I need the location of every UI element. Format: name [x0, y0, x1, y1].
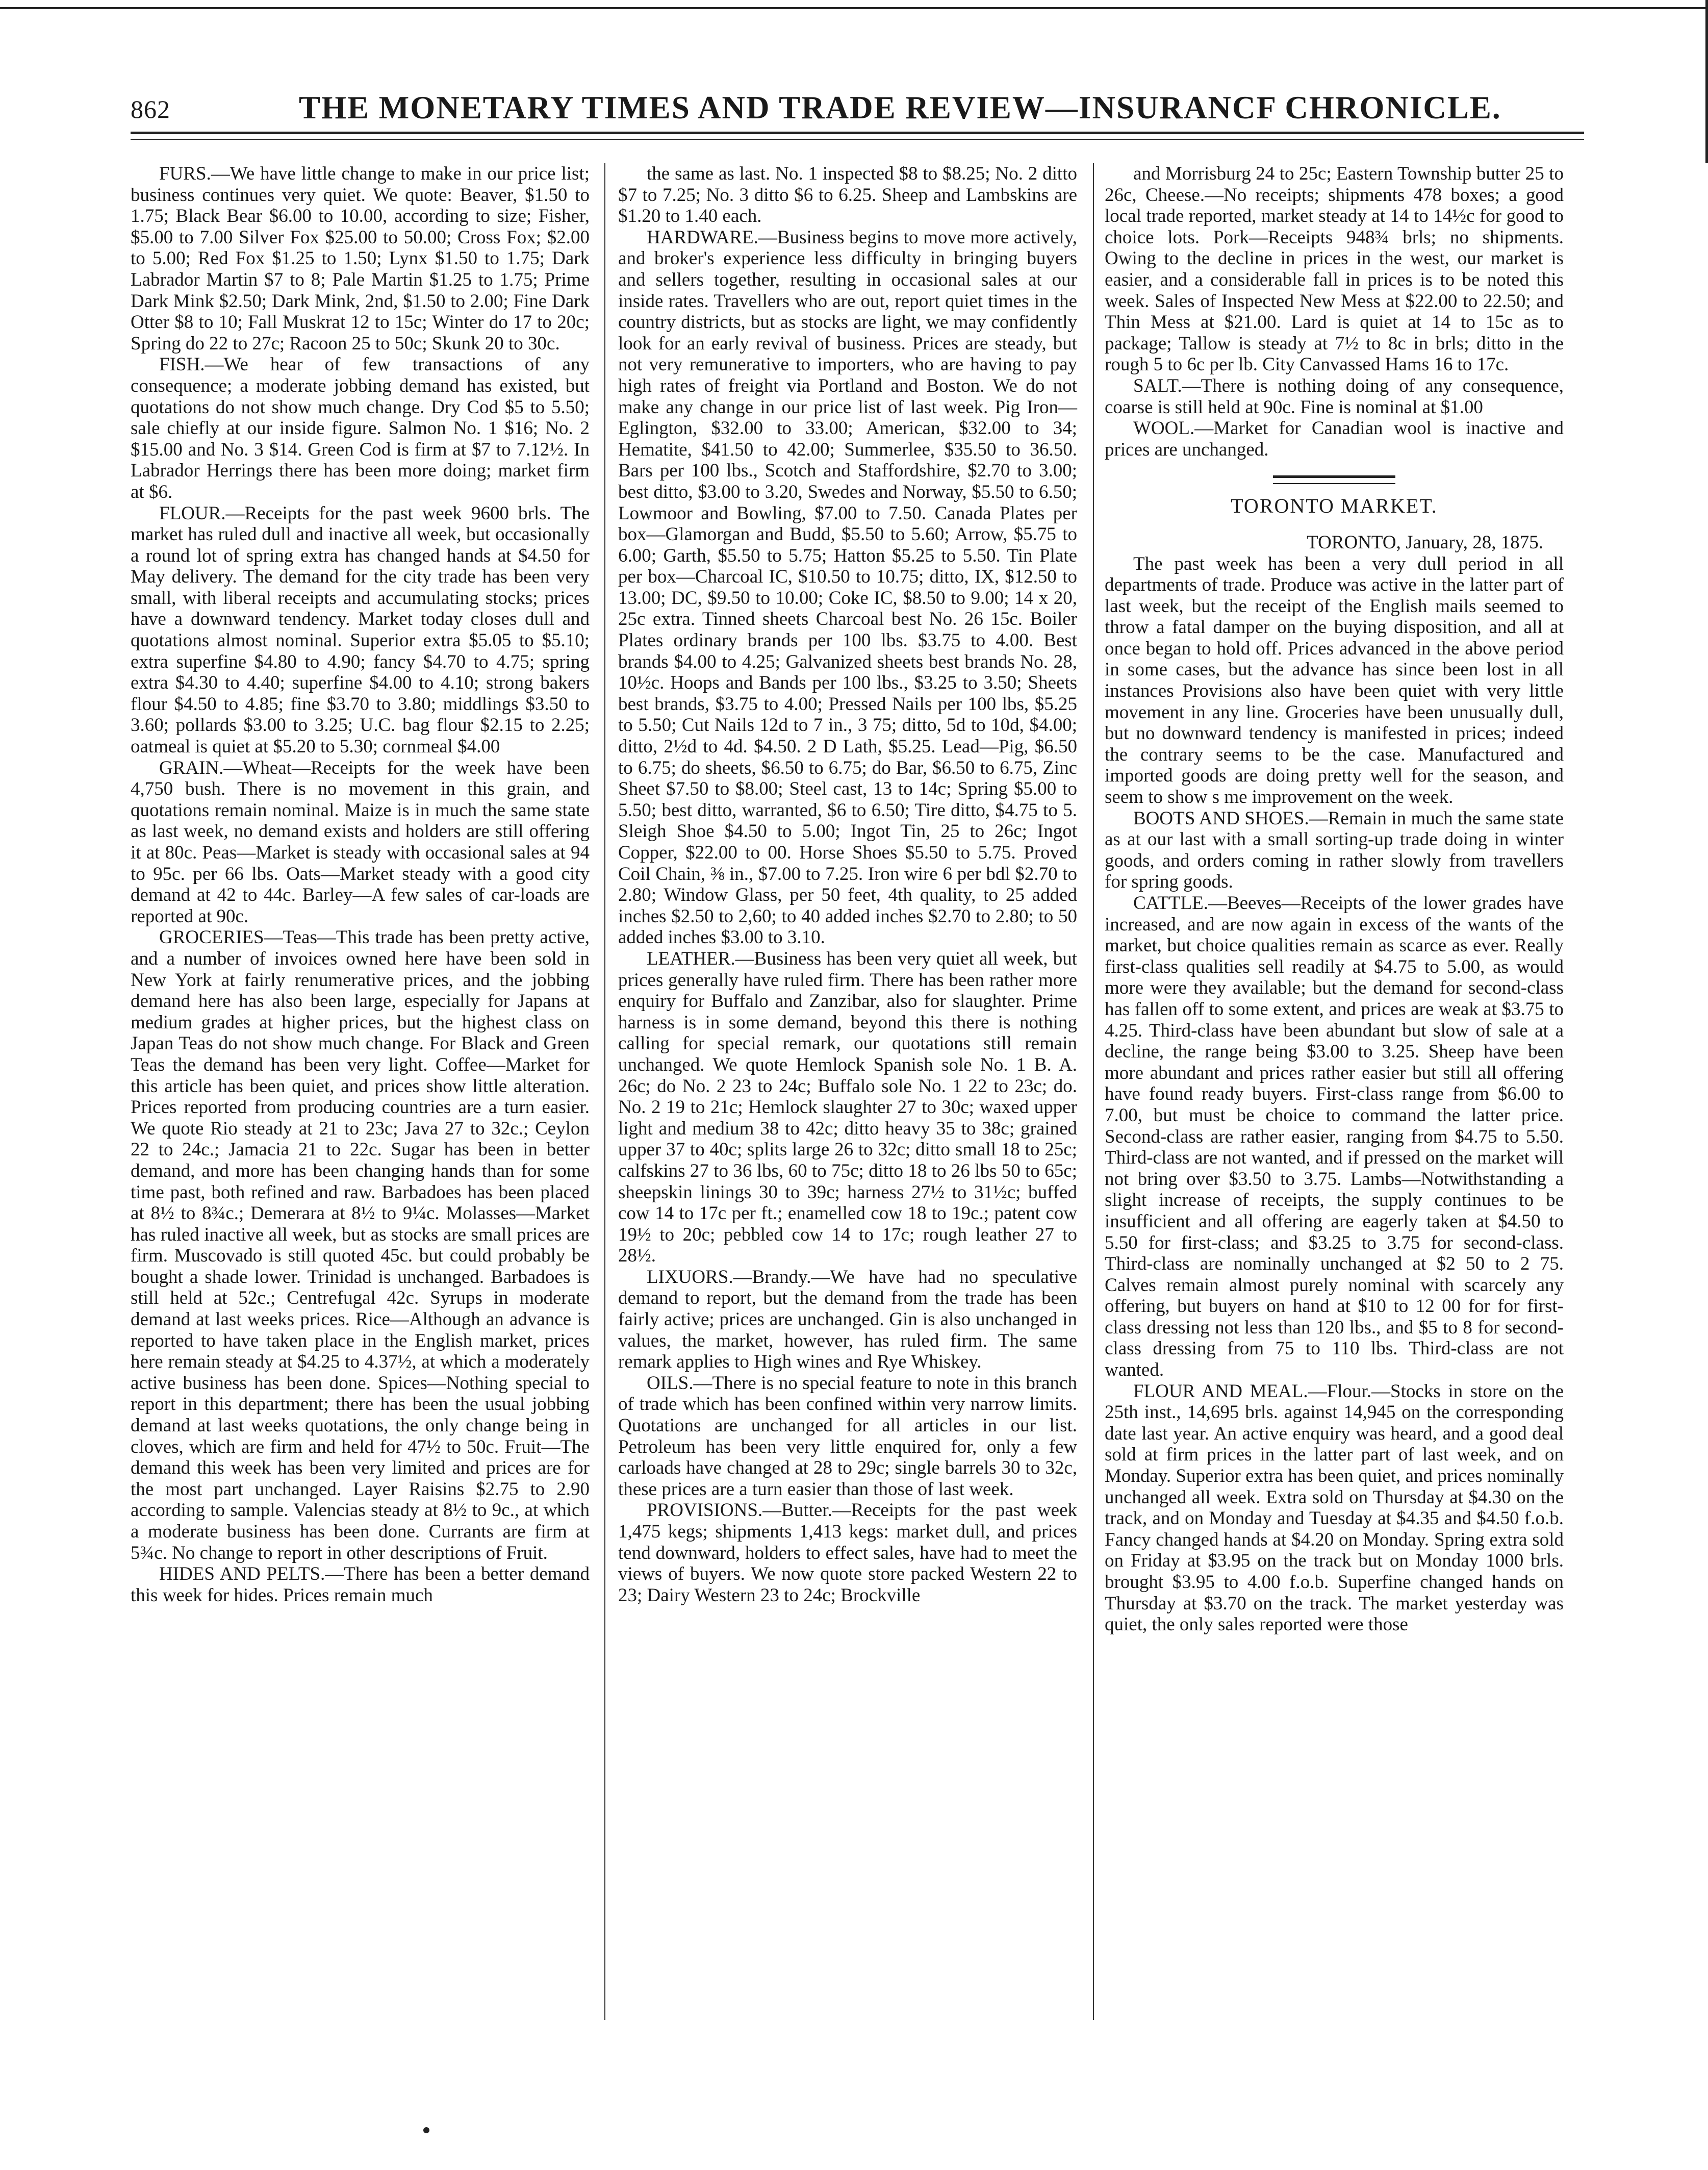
- dateline: TORONTO, January, 28, 1875.: [1307, 532, 1543, 553]
- page-header: [131, 89, 1584, 135]
- hides-paragraph: HIDES AND PELTS.—There has been a better demand this week for hides. Prices remain much: [131, 1563, 590, 1606]
- header-rule-thin: [131, 139, 1584, 140]
- provisions-paragraph: PROVISIONS.—Butter.—Receipts for the past week 1,475 kegs; shipments 1,413 kegs: market dull, and prices tend downward, holders to effect sales, have had to meet the views of buyers. We now quote store packed Western 22 to 23; Dairy Western 23 to 24c; Brockville: [618, 1500, 1077, 1606]
- column-divider: [1093, 163, 1094, 2020]
- hides-continued-paragraph: the same as last. No. 1 inspected $8 to $8.25; No. 2 ditto $7 to 7.25; No. 3 ditto $6 to 6.25. Sheep and Lambskins are $1.20 to 1.40 each.: [618, 163, 1077, 227]
- furs-paragraph: FURS.—We have little change to make in our price list; business continues very quiet. We quote: Beaver, $1.50 to 1.75; Black Bear $6.00 to 10.00, according to size; Fisher, $5.00 to 7.00 Silver Fox $25.00 to 50.00; Cross Fox; $2.00 to 5.00; Red Fox $1.25 to 1.50; Lynx $1.50 to 1.75; Dark Labrador Martin $7 to 8; Pale Martin $1.25 to 1.75; Prime Dark Mink $2.50; Dark Mink, 2nd, $1.50 to 2.00; Fine Dark Otter $8 to 10; Fall Muskrat 12 to 15c; Winter do 17 to 20c; Spring do 22 to 27c; Racoon 25 to 50c; Skunk 20 to 30c.: [131, 163, 590, 354]
- page-number: 862: [131, 95, 170, 123]
- hardware-paragraph: HARDWARE.—Business begins to move more actively, and broker's experience less difficulty in bringing buyers and sellers together, resulting in occasional sales at our inside rates. Travellers who are out, report quiet times in the country districts, but as stocks are light, we may confidently look for an early revival of business. Prices are steady, but not very remunerative to importers, who are having to pay high rates of freight via Portland and Boston. We do not make any change in our price list of last week. Pig Iron—Eglington, $32.00 to 33.00; American, $32.00 to 34; Hematite, $41.50 to 42.00; Summerlee, $35.50 to 36.50. Bars per 100 lbs., Scotch and Staffordshire, $2.70 to 3.00; best ditto, $3.00 to 3.20, Swedes and Norway, $5.50 to 6.50; Lowmoor and Bowling, $7.00 to 7.50. Canada Plates per box—Glamorgan and Budd, $5.50 to 5.60; Arrow, $5.75 to 6.00; Garth, $5.50 to 5.75; Hatton $5.25 to 5.50. Tin Plate per box—Charcoal IC, $10.50 to 10.75; ditto, IX, $12.50 to 13.00; DC, $9.50 to 10.00; Coke IC, $8.50 to 9.00; 14 x 20, 25c extra. Tinned sheets Charcoal best No. 26 15c. Boiler Plates ordinary brands per 100 lbs. $3.75 to 4.00. Best brands $4.00 to 4.25; Galvanized sheets best brands No. 28, 10½c. Hoops and Bands per 100 lbs., $3.25 to 3.50; Sheets best brands, $3.75 to 4.00; Pressed Nails per 100 lbs, $5.25 to 5.50; Cut Nails 12d to 7 in., 3 75; ditto, 5d to 10d, $4.00; ditto, 2½d to 4d. $4.50. 2 D Lath, $5.25. Lead—Pig, $6.50 to 6.75; do sheets, $6.50 to 6.75; do Bar, $6.50 to 6.75, Zinc Sheet $7.50 to $8.00; Steel cast, 13 to 14c; Spring $5.00 to 5.50; best ditto, warranted, $6 to 6.50; Tire ditto, $4.75 to 5. Sleigh Shoe $4.50 to 5.00; Ingot Tin, 25 to 26c; Ingot Copper, $22.00 to 00. Horse Shoes $5.50 to 5.75. Proved Coil Chain, ⅜ in., $7.00 to 7.25. Iron wire 6 per bdl $2.70 to 2.80; Window Glass, per 50 feet, 4th quality, to 25 added inches $2.50 to 2,60; to 40 added inches $2.70 to 2.80; to 50 added inches $3.00 to 3.10.: [618, 226, 1077, 948]
- column-divider: [604, 163, 605, 2020]
- leather-paragraph: LEATHER.—Business has been very quiet all week, but prices generally have ruled firm. There has been rather more enquiry for Buffalo and Zanzibar, also for slaughter. Prime harness is in some demand, beyond this there is nothing calling for special remark, our quotations still remain unchanged. We quote Hemlock Spanish sole No. 1 B. A. 26c; do No. 2 23 to 24c; Buffalo sole No. 1 22 to 23c; do. No. 2 19 to 21c; Hemlock slaughter 27 to 30c; waxed upper light and medium 38 to 42c; ditto heavy 35 to 38c; grained upper 37 to 40c; splits large 26 to 32c; ditto small 18 to 25c; calfskins 27 to 36 lbs, 60 to 75c; ditto 18 to 26 lbs 50 to 65c; sheepskin linings 30 to 39c; harness 27½ to 31½c; buffed cow 14 to 17c per ft.; enamelled cow 18 to 19c.; patent cow 19½ to 20c; pebbled cow 14 to 17c; rough leather 27 to 28½.: [618, 948, 1077, 1267]
- page-right-edge: [1705, 0, 1708, 163]
- column-2: [618, 163, 1077, 1606]
- liquors-paragraph: LIXUORS.—Brandy.—We have had no speculative demand to report, but the demand from the trade has been fairly active; prices are unchanged. Gin is also unchanged in values, the market, however, has ruled firm. The same remark applies to High wines and Rye Whiskey.: [618, 1266, 1077, 1373]
- header-rule-thick: [131, 132, 1584, 134]
- cattle-paragraph: CATTLE.—Beeves—Receipts of the lower grades have increased, and are now again in excess of the wants of the market, but choice qualities remain as scarce as ever. Really first-class qualities sell readily at $4.75 to 5.00, as would more were they available; but the demand for second-class has fallen off to some extent, and prices are weak at $3.75 to 4.25. Third-class have been abundant but slow of sale at a decline, the range being $3.00 to 3.25. Sheep have been more abundant and prices rather easier but still all offering have found ready buyers. First-class range from $6.00 to 7.00, but must be choice to command the latter price. Second-class are rather easier, ranging from $4.75 to 5.50. Third-class are not wanted, and if pressed on the market will not bring over $3.50 to 3.75. Lambs—Notwithstanding a slight increase of receipts, the supply continues to be insufficient and all offering are eagerly taken at $4.50 to 5.50 for first-class; and $3.25 to 3.75 for second-class. Third-class are nominally unchanged at $2 50 to 2 75. Calves remain almost purely nominal with scarcely any offering, but buyers on hand at $10 to 12 00 for for first-class dressing not less than 120 lbs., and $5 to 8 for second-class dressing from 75 to 110 lbs. Third-class are not wanted.: [1105, 893, 1564, 1381]
- salt-paragraph: SALT.—There is nothing doing of any consequence, coarse is still held at 90c. Fine is nominal at $1.00: [1105, 375, 1564, 418]
- grain-paragraph: GRAIN.—Wheat—Receipts for the week have been 4,750 bush. There is no movement in this grain, and quotations remain nominal. Maize is in much the same state as last week, no demand exists and holders are still offering it at 80c. Peas—Market is steady with occasional sales at 94 to 95c. per 66 lbs. Oats—Market steady with a good city demand at 42 to 44c. Barley—A few sales of car-loads are reported at 90c.: [131, 757, 590, 927]
- flour-paragraph: FLOUR.—Receipts for the past week 9600 brls. The market has ruled dull and inactive all week, but occasionally a round lot of spring extra has changed hands at $4.50 for May delivery. The demand for the city trade has been very small, with liberal receipts and accumulating stocks; prices have a downward tendency. Market today closes dull and quotations almost nominal. Superior extra $5.05 to $5.10; extra superfine $4.80 to 4.90; fancy $4.70 to 4.75; spring extra $4.30 to 4.40; superfine $4.00 to 4.10; strong bakers flour $4.50 to 4.85; fine $3.70 to 3.80; middlings $3.50 to 3.60; pollards $3.00 to 3.25; U.C. bag flour $2.15 to 2.25; oatmeal is quiet at $5.20 to 5.30; cornmeal $4.00: [131, 502, 590, 758]
- masthead-title: THE MONETARY TIMES AND TRADE REVIEW—INSURANCF CHRONICLE.: [299, 90, 1501, 125]
- section-divider-rule: [1273, 475, 1395, 484]
- oils-paragraph: OILS.—There is no special feature to note in this branch of trade which has been confined within very narrow limits. Quotations are unchanged for all articles in our list. Petroleum has been very little enquired for, only a few carloads have changed at 28 to 29c; single barrels 30 to 32c, these prices are a turn easier than those of last week.: [618, 1372, 1077, 1500]
- wool-paragraph: WOOL.—Market for Canadian wool is inactive and prices are unchanged.: [1105, 418, 1564, 460]
- section-heading: TORONTO MARKET.: [1231, 494, 1438, 518]
- provisions-continued-paragraph: and Morrisburg 24 to 25c; Eastern Township butter 25 to 26c, Cheese.—No receipts; shipments 478 boxes; a good local trade reported, market steady at 14 to 14½c for good to choice lots. Pork—Receipts 948¾ brls; no shipments. Owing to the decline in prices in the west, our market is easier, and a considerable fall in prices is to be noted this week. Sales of Inspected New Mess at $22.00 to 22.50; and Thin Mess at $21.00. Lard is quiet at 14 to 15c as to package; Tallow is steady at 7½ to 8c in brls; ditto in the rough 5 to 6c per lb. City Canvassed Hams 16 to 17c.: [1105, 163, 1564, 375]
- print-mark: [423, 2127, 429, 2133]
- fish-paragraph: FISH.—We hear of few transactions of any consequence; a moderate jobbing demand has existed, but quotations do not show much change. Dry Cod $5 to 5.50; sale chiefly at our inside figure. Salmon No. 1 $16; No. 2 $15.00 and No. 3 $14. Green Cod is firm at $7 to 7.12½. In Labrador Herrings there has been more doing; market firm at $6.: [131, 354, 590, 502]
- page-top-edge: [0, 7, 1708, 9]
- flour-meal-paragraph: FLOUR AND MEAL.—Flour.—Stocks in store on the 25th inst., 14,695 brls. against 14,945 on the corresponding date last year. An active enquiry was heard, and a good deal sold at firm prices in the latter part of last week, and on Monday. Superior extra has been quiet, and prices nominally unchanged all week. Extra sold on Thursday at $4.30 on the track, and on Monday and Tuesday at $4.35 and $4.50 f.o.b. Fancy changed hands at $4.20 on Monday. Spring extra sold on Friday at $3.95 on the track but on Monday 1000 brls. brought $3.95 to 4.00 f.o.b. Superfine changed hands on Thursday at $3.70 on the track. The market yesterday was quiet, the only sales reported were those: [1105, 1380, 1564, 1635]
- groceries-paragraph: GROCERIES—Teas—This trade has been pretty active, and a number of invoices owned here have been sold in New York at fairly renumerative prices, and the jobbing demand here has also been large, especially for Japans at medium grades at higher prices, but the highest class on Japan Teas do not show much change. For Black and Green Teas the demand has been very light. Coffee—Market for this article has been quiet, and prices show little alteration. Prices reported from producing countries are a turn easier. We quote Rio steady at 21 to 23c; Java 27 to 32c.; Ceylon 22 to 24c.; Jamacia 21 to 22c. Sugar has been in better demand, and more has been changing hands than for some time past, both refined and raw. Barbadoes has been placed at 8½ to 8¾c.; Demerara at 8½ to 9¼c. Molasses—Market has ruled inactive all week, but as stocks are small prices are firm. Muscovado is still quoted 45c. but could probably be bought a shade lower. Trinidad is unchanged. Barbadoes is still held at 52c.; Centrefugal 42c. Syrups in moderate demand at last weeks prices. Rice—Although an advance is reported to have taken place in the English market, prices here remain steady at $4.25 to 4.37½, at which a moderately active business has been done. Spices—Nothing special to report in this department; there has been the usual jobbing demand at last weeks quotations, the only change being in cloves, which are firm and held for 47½ to 50c. Fruit—The demand this week has been very limited and prices are for the most part unchanged. Layer Raisins $2.75 to 2.90 according to sample. Valencias steady at 8½ to 9c., at which a moderate business has been done. Currants are firm at 5¾c. No change to report in other descriptions of Fruit.: [131, 927, 590, 1563]
- boots-shoes-paragraph: BOOTS AND SHOES.—Remain in much the same state as at our last with a small sorting-up trade doing in winter goods, and orders coming in rather slowly from travellers for spring goods.: [1105, 808, 1564, 893]
- column-3: [1105, 163, 1564, 1635]
- column-1: [131, 163, 590, 1606]
- toronto-summary-paragraph: The past week has been a very dull period in all departments of trade. Produce was active in the latter part of last week, but the receipt of the English mails seemed to throw a fatal damper on the buying disposition, and all at once began to hold off. Prices advanced in the above period in some cases, but the advance has since been lost in all instances Provisions also have been quiet with very little movement in any line. Groceries have been unusually dull, but no downward tendency is manifested in prices; indeed the contrary seems to be the case. Manufactured and imported goods are doing pretty well for the season, and seem to show s me improvement on the week.: [1105, 553, 1564, 808]
